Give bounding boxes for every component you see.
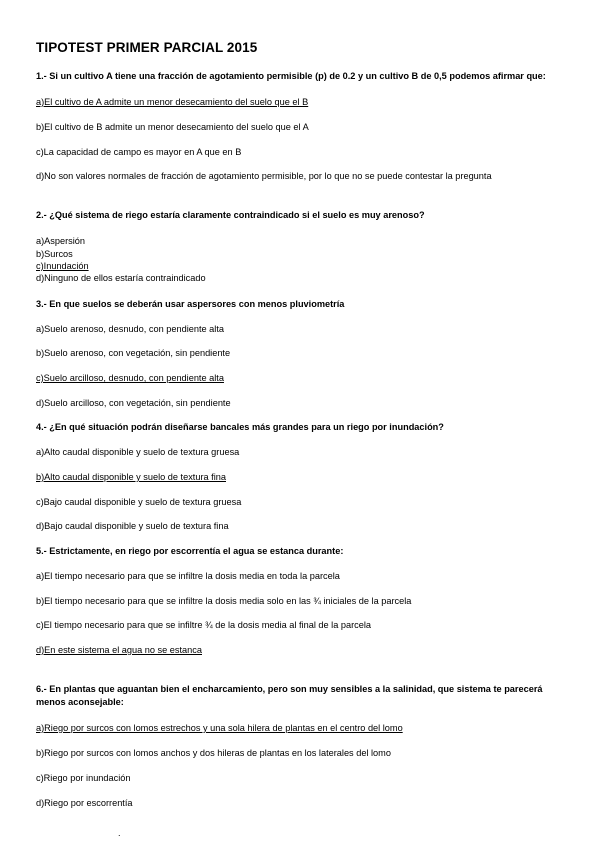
question-3-option-a: a)Suelo arenoso, desnudo, con pendiente alta — [36, 324, 224, 334]
question-2-option-c: c)Inundación — [36, 261, 89, 271]
page-title: TIPOTEST PRIMER PARCIAL 2015 — [36, 40, 258, 55]
footer-mark: . — [118, 828, 121, 838]
question-6-option-b: b)Riego por surcos con lomos anchos y dos hileras de plantas en los laterales del lomo — [36, 748, 391, 758]
question-3-option-c: c)Suelo arcilloso, desnudo, con pendiente alta — [36, 373, 224, 383]
question-5-option-b: b)El tiempo necesario para que se infiltre la dosis media solo en las ¾ iniciales de la parcela — [36, 596, 412, 606]
question-2: 2.- ¿Qué sistema de riego estaría claramente contraindicado si el suelo es muy arenoso? — [36, 210, 425, 220]
question-5: 5.- Estrictamente, en riego por escorrentía el agua se estanca durante: — [36, 546, 344, 556]
question-5-option-d: d)En este sistema el agua no se estanca — [36, 645, 202, 655]
question-5-option-c: c)El tiempo necesario para que se infiltre ¾ de la dosis media al final de la parcela — [36, 620, 372, 630]
question-1-option-b: b)El cultivo de B admite un menor desecamiento del suelo que el A — [36, 122, 309, 132]
question-3-option-b: b)Suelo arenoso, con vegetación, sin pendiente — [36, 348, 231, 358]
question-4-option-c: c)Bajo caudal disponible y suelo de textura gruesa — [36, 497, 242, 507]
question-4: 4.- ¿En qué situación podrán diseñarse bancales más grandes para un riego por inundación? — [36, 422, 444, 432]
question-1-option-d: d)No son valores normales de fracción de agotamiento permisible, por lo que no se puede contestar la pregunta — [36, 171, 492, 181]
question-4-option-b: b)Alto caudal disponible y suelo de textura fina — [36, 472, 226, 482]
question-3: 3.- En que suelos se deberán usar aspersores con menos pluviometría — [36, 299, 345, 309]
question-2-option-a: a)Aspersión — [36, 236, 86, 246]
question-4-option-a: a)Alto caudal disponible y suelo de textura gruesa — [36, 447, 240, 457]
question-1: 1.- Si un cultivo A tiene una fracción de agotamiento permisible (p) de 0.2 y un cultivo B de 0,5 podemos afirmar que: — [36, 71, 546, 81]
question-3-option-d: d)Suelo arcilloso, con vegetación, sin pendiente — [36, 398, 231, 408]
question-6-option-a: a)Riego por surcos con lomos estrechos y una sola hilera de plantas en el centro del lomo — [36, 723, 403, 733]
question-2-option-d: d)Ninguno de ellos estaría contraindicado — [36, 273, 206, 283]
question-4-option-d: d)Bajo caudal disponible y suelo de textura fina — [36, 521, 229, 531]
question-6-option-c: c)Riego por inundación — [36, 773, 131, 783]
question-2-option-b: b)Surcos — [36, 249, 73, 259]
question-1-option-a: a)El cultivo de A admite un menor desecamiento del suelo que el B — [36, 97, 309, 107]
question-1-option-c: c)La capacidad de campo es mayor en A que en B — [36, 147, 242, 157]
question-6-option-d: d)Riego por escorrentía — [36, 798, 133, 808]
question-6: 6.- En plantas que aguantan bien el encharcamiento, pero son muy sensibles a la salinidad, que sistema te parecerá menos aconsejable: — [36, 684, 543, 707]
question-5-option-a: a)El tiempo necesario para que se infiltre la dosis media en toda la parcela — [36, 571, 340, 581]
